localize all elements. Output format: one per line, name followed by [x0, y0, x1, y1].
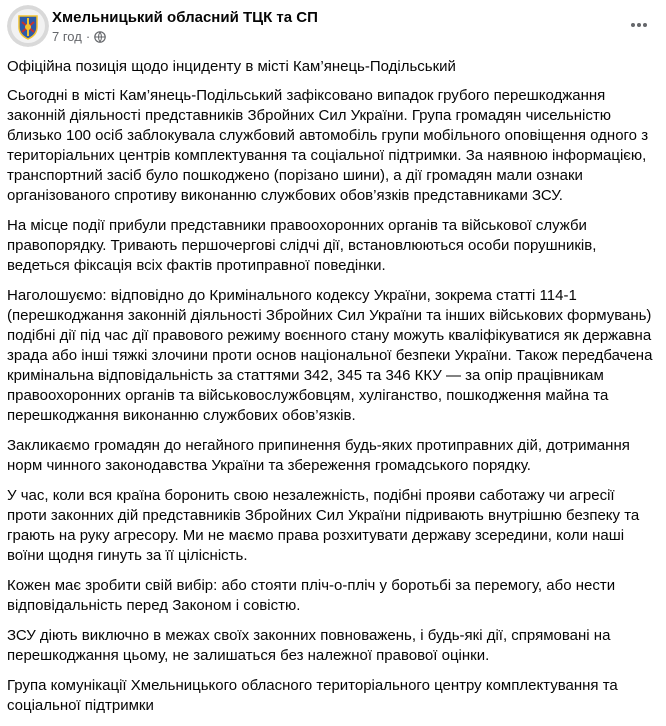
meta-separator: ·: [85, 29, 91, 44]
post-paragraph: Сьогодні в місті Кам’янець-Подільський зафіксовано випадок грубого перешкоджання законній діяльності представників Збройних Сил України. Група громадян чисельністю близько 100 осіб заблокувала службовий автомобіль групи мобільного оповіщення одного з територіальних центрів комплектування та соціальної підтримки. За наявною інформацією, транспортний засіб було пошкоджено (порізано шини), а дії громадян мали ознаки організованого спротиву виконанню службових обов’язків представниками ЗСУ.: [7, 87, 649, 204]
more-options-button[interactable]: [627, 13, 651, 37]
post-paragraph: Закликаємо громадян до негайного припинення будь-яких протиправних дій, дотримання норм чинного законодавства України та збереження громадського порядку.: [7, 437, 630, 474]
post-header: [7, 5, 659, 49]
post-paragraph: ЗСУ діють виключно в межах своїх законних повноважень, і будь-які дії, спрямовані на перешкоджання цьому, не залишаться без належної правової оцінки.: [7, 627, 611, 664]
post-paragraph: Група комунікації Хмельницького обласного територіального центру комплектування та соціальної підтримки: [7, 677, 618, 714]
post-paragraph: У час, коли вся країна боронить свою незалежність, подібні прояви саботажу чи агресії проти законних дій представників Збройних Сил України підривають внутрішню безпеку та грають на руку агресору. Ми не маємо права розхитувати державу зсередини, коли наші воїни щодня гинуть за її цілісність.: [7, 487, 640, 564]
post-paragraph: На місце події прибули представники правоохоронних органів та військової служби правопорядку. Тривають першочергові слідчі дії, встановлюються особи порушників, ведеться фіксація всіх фактів протиправної поведінки.: [7, 217, 597, 274]
emblem-icon: [7, 5, 49, 47]
page-avatar[interactable]: [7, 5, 49, 47]
page-name[interactable]: Хмельницький обласний ТЦК та СП: [52, 9, 318, 26]
post-meta: [52, 29, 106, 45]
post-time[interactable]: 7 год: [52, 29, 82, 44]
globe-icon: [94, 31, 106, 43]
more-horizontal-icon: [630, 22, 648, 28]
post-text: [7, 57, 657, 726]
post-title-line: Офіційна позиція щодо інциденту в місті Кам’янець-Подільський: [7, 58, 456, 75]
post-paragraph: Наголошуємо: відповідно до Кримінального кодексу України, зокрема статті 114-1 (перешкоджання законній діяльності Збройних Сил України та інших військових формувань) подібні дії під час дії правового режиму воєнного стану можуть кваліфікуватися як державна зрада або інші тяжкі злочини проти основ національної безпеки України. Також передбачена кримінальна відповідальність за статтями 342, 345 та 346 ККУ — за опір працівникам правоохоронних органів та військовослужбовцям, хуліганство, пошкодження майна та перешкоджання виконанню службових обов’язків.: [7, 287, 653, 424]
post-paragraph: Кожен має зробити свій вибір: або стояти пліч-о-пліч у боротьбі за перемогу, або нести відповідальність перед Законом і совістю.: [7, 577, 616, 614]
